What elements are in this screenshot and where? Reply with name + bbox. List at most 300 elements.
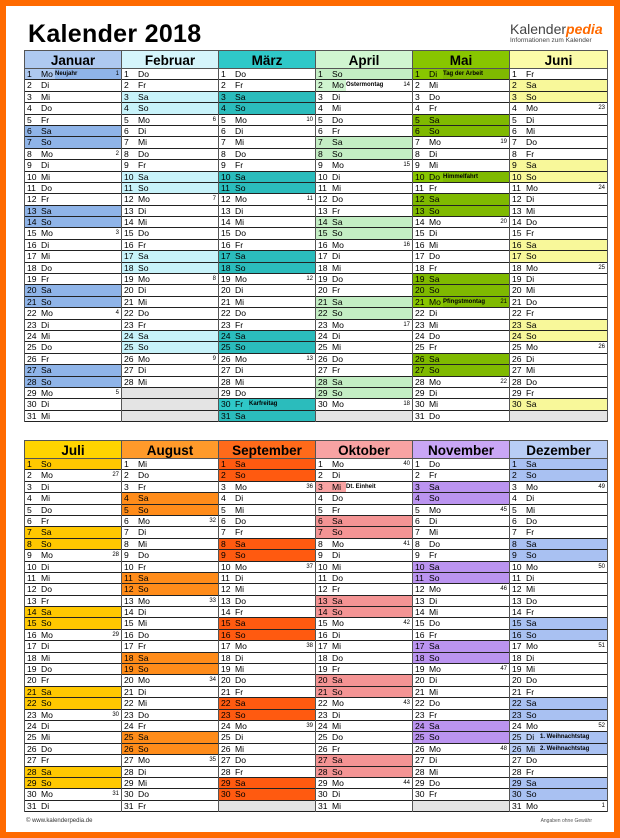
weekday: Mi [526, 664, 536, 675]
day-row [25, 172, 121, 183]
day-row [510, 297, 607, 308]
day-row [122, 92, 218, 103]
day-number: 10 [221, 171, 231, 182]
day-row [510, 69, 607, 80]
day-number: 20 [124, 675, 134, 686]
day-row [316, 562, 412, 573]
day-row [25, 459, 121, 470]
weekday: Fr [429, 470, 438, 481]
day-number: 29 [221, 777, 231, 788]
day-number: 28 [512, 766, 522, 777]
weekday: Sa [429, 561, 440, 572]
weekday: Do [235, 755, 246, 766]
weekday: Sa [429, 114, 440, 125]
weekday: Di [138, 527, 147, 538]
day-row [219, 377, 315, 388]
weekday: Mo [138, 595, 150, 606]
day-number: 3 [124, 481, 129, 492]
day-number: 5 [512, 504, 517, 515]
day-row [413, 228, 509, 239]
weekday: Mi [41, 330, 51, 341]
day-number: 25 [124, 342, 134, 353]
day-number: 13 [27, 205, 37, 216]
day-row [316, 342, 412, 353]
day-row [510, 149, 607, 160]
day-number: 2 [27, 470, 32, 481]
day-row [413, 320, 509, 331]
weekday: Do [429, 330, 440, 341]
weekday: Mo [138, 353, 150, 364]
weekday: Mo [526, 182, 538, 193]
day-row [219, 493, 315, 504]
day-row [316, 698, 412, 709]
day-number: 22 [512, 698, 522, 709]
day-number: 1 [27, 459, 32, 469]
day-row [122, 149, 218, 160]
day-number: 30 [221, 399, 231, 410]
first-half-year [24, 50, 608, 422]
day-row [25, 584, 121, 595]
day-number: 5 [27, 504, 32, 515]
day-number: 19 [512, 664, 522, 675]
week-number: 11 [306, 196, 313, 203]
weekday: Di [429, 515, 438, 526]
weekday: Do [41, 584, 52, 595]
day-row [510, 411, 607, 422]
day-number: 7 [27, 137, 32, 148]
week-number: 1 [601, 802, 605, 809]
weekday: Sa [235, 698, 246, 709]
day-row [25, 149, 121, 160]
day-number: 30 [318, 789, 328, 800]
day-number: 8 [512, 538, 517, 549]
day-row [510, 618, 607, 629]
weekday: Do [41, 664, 52, 675]
day-row [25, 516, 121, 527]
month-column [218, 440, 315, 812]
day-row [413, 687, 509, 698]
weekday: Sa [138, 493, 149, 504]
weekday: Mi [138, 459, 148, 469]
day-number: 3 [221, 91, 226, 102]
weekday: Mi [235, 217, 245, 228]
day-row [219, 354, 315, 365]
weekday: Mo [138, 194, 150, 205]
day-number: 12 [124, 194, 134, 205]
day-number: 11 [318, 182, 327, 193]
weekday: Mi [138, 376, 148, 387]
day-number: 28 [124, 766, 134, 777]
day-number: 17 [415, 251, 425, 262]
day-row [25, 194, 121, 205]
week-number: 48 [500, 745, 507, 752]
weekday: Di [429, 69, 438, 79]
day-row [510, 103, 607, 114]
day-number: 25 [512, 342, 522, 353]
day-row [25, 721, 121, 732]
day-number: 6 [415, 515, 420, 526]
weekday: Do [332, 572, 343, 583]
day-row [25, 801, 121, 812]
day-number: 29 [124, 777, 134, 788]
day-number: 28 [415, 766, 425, 777]
day-row [219, 365, 315, 376]
day-row [122, 755, 218, 766]
day-row [413, 698, 509, 709]
day-row [122, 240, 218, 251]
day-number: 27 [221, 755, 231, 766]
day-row [510, 354, 607, 365]
day-number: 17 [318, 641, 328, 652]
weekday: Mo [41, 228, 53, 239]
day-number: 6 [415, 125, 420, 136]
weekday: So [526, 171, 537, 182]
day-row [122, 539, 218, 550]
day-row [316, 308, 412, 319]
weekday: Sa [332, 515, 343, 526]
weekday: Di [41, 641, 50, 652]
day-number: 8 [27, 538, 32, 549]
weekday: Fr [235, 319, 244, 330]
day-row [510, 664, 607, 675]
day-number: 13 [318, 205, 328, 216]
day-number: 27 [27, 365, 37, 376]
weekday: Do [526, 755, 537, 766]
day-number: 8 [415, 538, 420, 549]
day-number: 26 [124, 353, 134, 364]
day-row [219, 263, 315, 274]
weekday: Fr [41, 595, 50, 606]
day-row [316, 194, 412, 205]
day-row [413, 172, 509, 183]
weekday: Do [41, 743, 52, 754]
day-row [219, 641, 315, 652]
day-row [122, 399, 218, 410]
day-row [510, 251, 607, 262]
day-row [25, 687, 121, 698]
weekday: Mo [235, 353, 247, 364]
weekday: Mi [429, 686, 439, 697]
week-number: 29 [112, 631, 119, 638]
day-number: 8 [512, 148, 517, 159]
month-header: November [413, 440, 509, 459]
day-number: 3 [318, 91, 323, 102]
day-number: 9 [318, 160, 323, 171]
day-row [122, 584, 218, 595]
weekday: So [41, 777, 52, 788]
month-column [412, 440, 509, 812]
day-row [122, 641, 218, 652]
day-number: 22 [318, 698, 328, 709]
day-number: 6 [221, 515, 226, 526]
day-number: 19 [415, 664, 425, 675]
weekday: So [332, 69, 343, 79]
day-number: 25 [512, 732, 522, 743]
day-number: 11 [221, 572, 230, 583]
day-row [510, 539, 607, 550]
weekday: Mo [429, 743, 441, 754]
day-row [316, 505, 412, 516]
day-row [316, 527, 412, 538]
weekday: So [332, 387, 343, 398]
weekday: Mi [235, 664, 245, 675]
day-row [219, 274, 315, 285]
day-number: 28 [221, 376, 231, 387]
day-row [219, 618, 315, 629]
weekday: Mo [235, 641, 247, 652]
day-number: 10 [221, 561, 231, 572]
weekday: Di [429, 755, 438, 766]
day-row [413, 354, 509, 365]
weekday: So [526, 470, 537, 481]
day-row [413, 493, 509, 504]
weekday: Do [138, 470, 149, 481]
weekday: Do [429, 410, 440, 421]
week-number: 35 [209, 757, 216, 764]
day-row [413, 607, 509, 618]
weekday: So [235, 470, 246, 481]
day-number: 15 [318, 228, 328, 239]
day-number: 1 [512, 69, 517, 79]
day-row [510, 228, 607, 239]
footer-url[interactable]: © www.kalenderpedia.de [26, 818, 93, 824]
day-number: 19 [415, 274, 425, 285]
weekday: Sa [138, 572, 149, 583]
day-row [122, 251, 218, 262]
day-number: 15 [221, 618, 231, 629]
day-number: 29 [27, 777, 37, 788]
day-number: 25 [415, 732, 425, 743]
day-row [510, 641, 607, 652]
weekday: Fr [429, 629, 438, 640]
day-row [219, 206, 315, 217]
day-row [413, 399, 509, 410]
day-number: 11 [512, 182, 521, 193]
day-number: 14 [415, 217, 425, 228]
day-row [316, 687, 412, 698]
day-row [219, 217, 315, 228]
weekday: Di [138, 365, 147, 376]
week-number: 5 [115, 389, 119, 396]
day-number: 10 [27, 561, 37, 572]
holiday-label: Dt. Einheit [346, 483, 376, 490]
day-number: 18 [27, 262, 37, 273]
day-row [122, 767, 218, 778]
day-row [413, 308, 509, 319]
day-number: 18 [512, 652, 522, 663]
weekday: Mo [332, 698, 344, 709]
weekday: Do [429, 251, 440, 262]
weekday: Mi [429, 766, 439, 777]
day-number: 27 [512, 365, 522, 376]
day-row [510, 194, 607, 205]
month-column [24, 440, 121, 812]
month-column [121, 50, 218, 422]
weekday: Fr [235, 80, 244, 91]
weekday: Fr [138, 319, 147, 330]
weekday: Do [235, 675, 246, 686]
weekday: Fr [526, 527, 535, 538]
day-number: 31 [318, 800, 328, 811]
weekday: Sa [429, 274, 440, 285]
month-header: April [316, 50, 412, 69]
day-row [25, 539, 121, 550]
day-number: 13 [27, 595, 37, 606]
day-row [413, 274, 509, 285]
day-number: 15 [27, 618, 37, 629]
day-row [316, 675, 412, 686]
day-number: 28 [512, 376, 522, 387]
day-row [316, 115, 412, 126]
day-row [219, 320, 315, 331]
weekday: So [138, 584, 149, 595]
day-number: 25 [318, 732, 328, 743]
day-number: 17 [415, 641, 425, 652]
day-number: 22 [27, 308, 37, 319]
weekday: Mi [235, 584, 245, 595]
day-row [219, 710, 315, 721]
day-row [413, 653, 509, 664]
day-number: 25 [27, 732, 37, 743]
day-number: 5 [221, 114, 226, 125]
weekday: Di [41, 481, 50, 492]
day-number: 25 [27, 342, 37, 353]
day-number: 17 [124, 641, 134, 652]
day-number: 16 [27, 629, 37, 640]
day-row [316, 149, 412, 160]
week-number: 31 [112, 791, 119, 798]
weekday: Di [41, 160, 50, 171]
day-row [316, 607, 412, 618]
week-number: 4 [115, 310, 119, 317]
day-number: 4 [221, 493, 226, 504]
day-row [219, 505, 315, 516]
day-number: 9 [415, 550, 420, 561]
day-row [316, 103, 412, 114]
weekday: Do [429, 777, 440, 788]
weekday: Do [332, 652, 343, 663]
day-number: 25 [415, 342, 425, 353]
weekday: Di [235, 652, 244, 663]
day-number: 6 [124, 125, 129, 136]
day-row [510, 470, 607, 481]
weekday: So [138, 262, 149, 273]
day-number: 17 [27, 641, 37, 652]
day-number: 3 [512, 91, 517, 102]
day-number: 9 [415, 160, 420, 171]
day-row [122, 206, 218, 217]
day-number: 8 [124, 148, 129, 159]
day-number: 29 [318, 387, 328, 398]
day-number: 4 [512, 103, 517, 114]
weekday: Do [138, 550, 149, 561]
day-row [316, 183, 412, 194]
day-row [25, 206, 121, 217]
day-row [413, 630, 509, 641]
day-row [122, 687, 218, 698]
day-row [25, 596, 121, 607]
day-number: 23 [124, 319, 134, 330]
day-number: 11 [27, 572, 36, 583]
day-row [122, 573, 218, 584]
weekday: Di [429, 228, 438, 239]
day-number: 11 [415, 572, 424, 583]
day-row [122, 103, 218, 114]
holiday-label: Neujahr [55, 71, 78, 77]
day-number: 25 [124, 732, 134, 743]
day-row [122, 789, 218, 800]
day-row [219, 562, 315, 573]
day-row [316, 653, 412, 664]
day-row [510, 698, 607, 709]
day-row [122, 675, 218, 686]
weekday: Do [235, 387, 246, 398]
weekday: Sa [41, 527, 52, 538]
weekday: So [429, 493, 440, 504]
day-number: 4 [415, 103, 420, 114]
month-header: Januar [25, 50, 121, 69]
day-row [219, 331, 315, 342]
weekday: Fr [41, 515, 50, 526]
day-number: 16 [221, 629, 231, 640]
day-number: 14 [415, 607, 425, 618]
day-number: 13 [512, 595, 522, 606]
day-row [122, 217, 218, 228]
day-row [316, 388, 412, 399]
week-number: 47 [500, 666, 507, 673]
holiday-label: Ostermontag [346, 82, 384, 89]
weekday: Mi [332, 262, 342, 273]
day-row [510, 240, 607, 251]
weekday: So [41, 618, 52, 629]
weekday: Di [332, 171, 341, 182]
weekday: Fr [332, 285, 341, 296]
week-number: 9 [212, 355, 216, 362]
weekday: Mi [526, 365, 536, 376]
weekday: Do [138, 228, 149, 239]
day-number: 5 [27, 114, 32, 125]
weekday: So [332, 148, 343, 159]
holiday-label: Himmelfahrt [443, 173, 479, 180]
day-number: 8 [318, 538, 323, 549]
weekday: Sa [429, 641, 440, 652]
day-row [510, 80, 607, 91]
day-row [316, 69, 412, 80]
weekday: Mi [429, 80, 439, 91]
day-row [219, 721, 315, 732]
day-row [510, 607, 607, 618]
day-row [510, 801, 607, 812]
day-number: 4 [124, 493, 129, 504]
day-number: 14 [124, 607, 134, 618]
day-row [25, 342, 121, 353]
day-row [25, 493, 121, 504]
day-row [510, 137, 607, 148]
weekday: Sa [138, 171, 149, 182]
weekday: Mi [41, 572, 51, 583]
weekday: Do [235, 595, 246, 606]
day-row [413, 377, 509, 388]
weekday: Sa [332, 376, 343, 387]
day-row [413, 470, 509, 481]
day-number: 9 [124, 160, 129, 171]
weekday: Mo [235, 114, 247, 125]
day-number: 5 [512, 114, 517, 125]
weekday: Mi [429, 319, 439, 330]
day-row [25, 274, 121, 285]
day-row [413, 573, 509, 584]
day-number: 14 [512, 217, 522, 228]
